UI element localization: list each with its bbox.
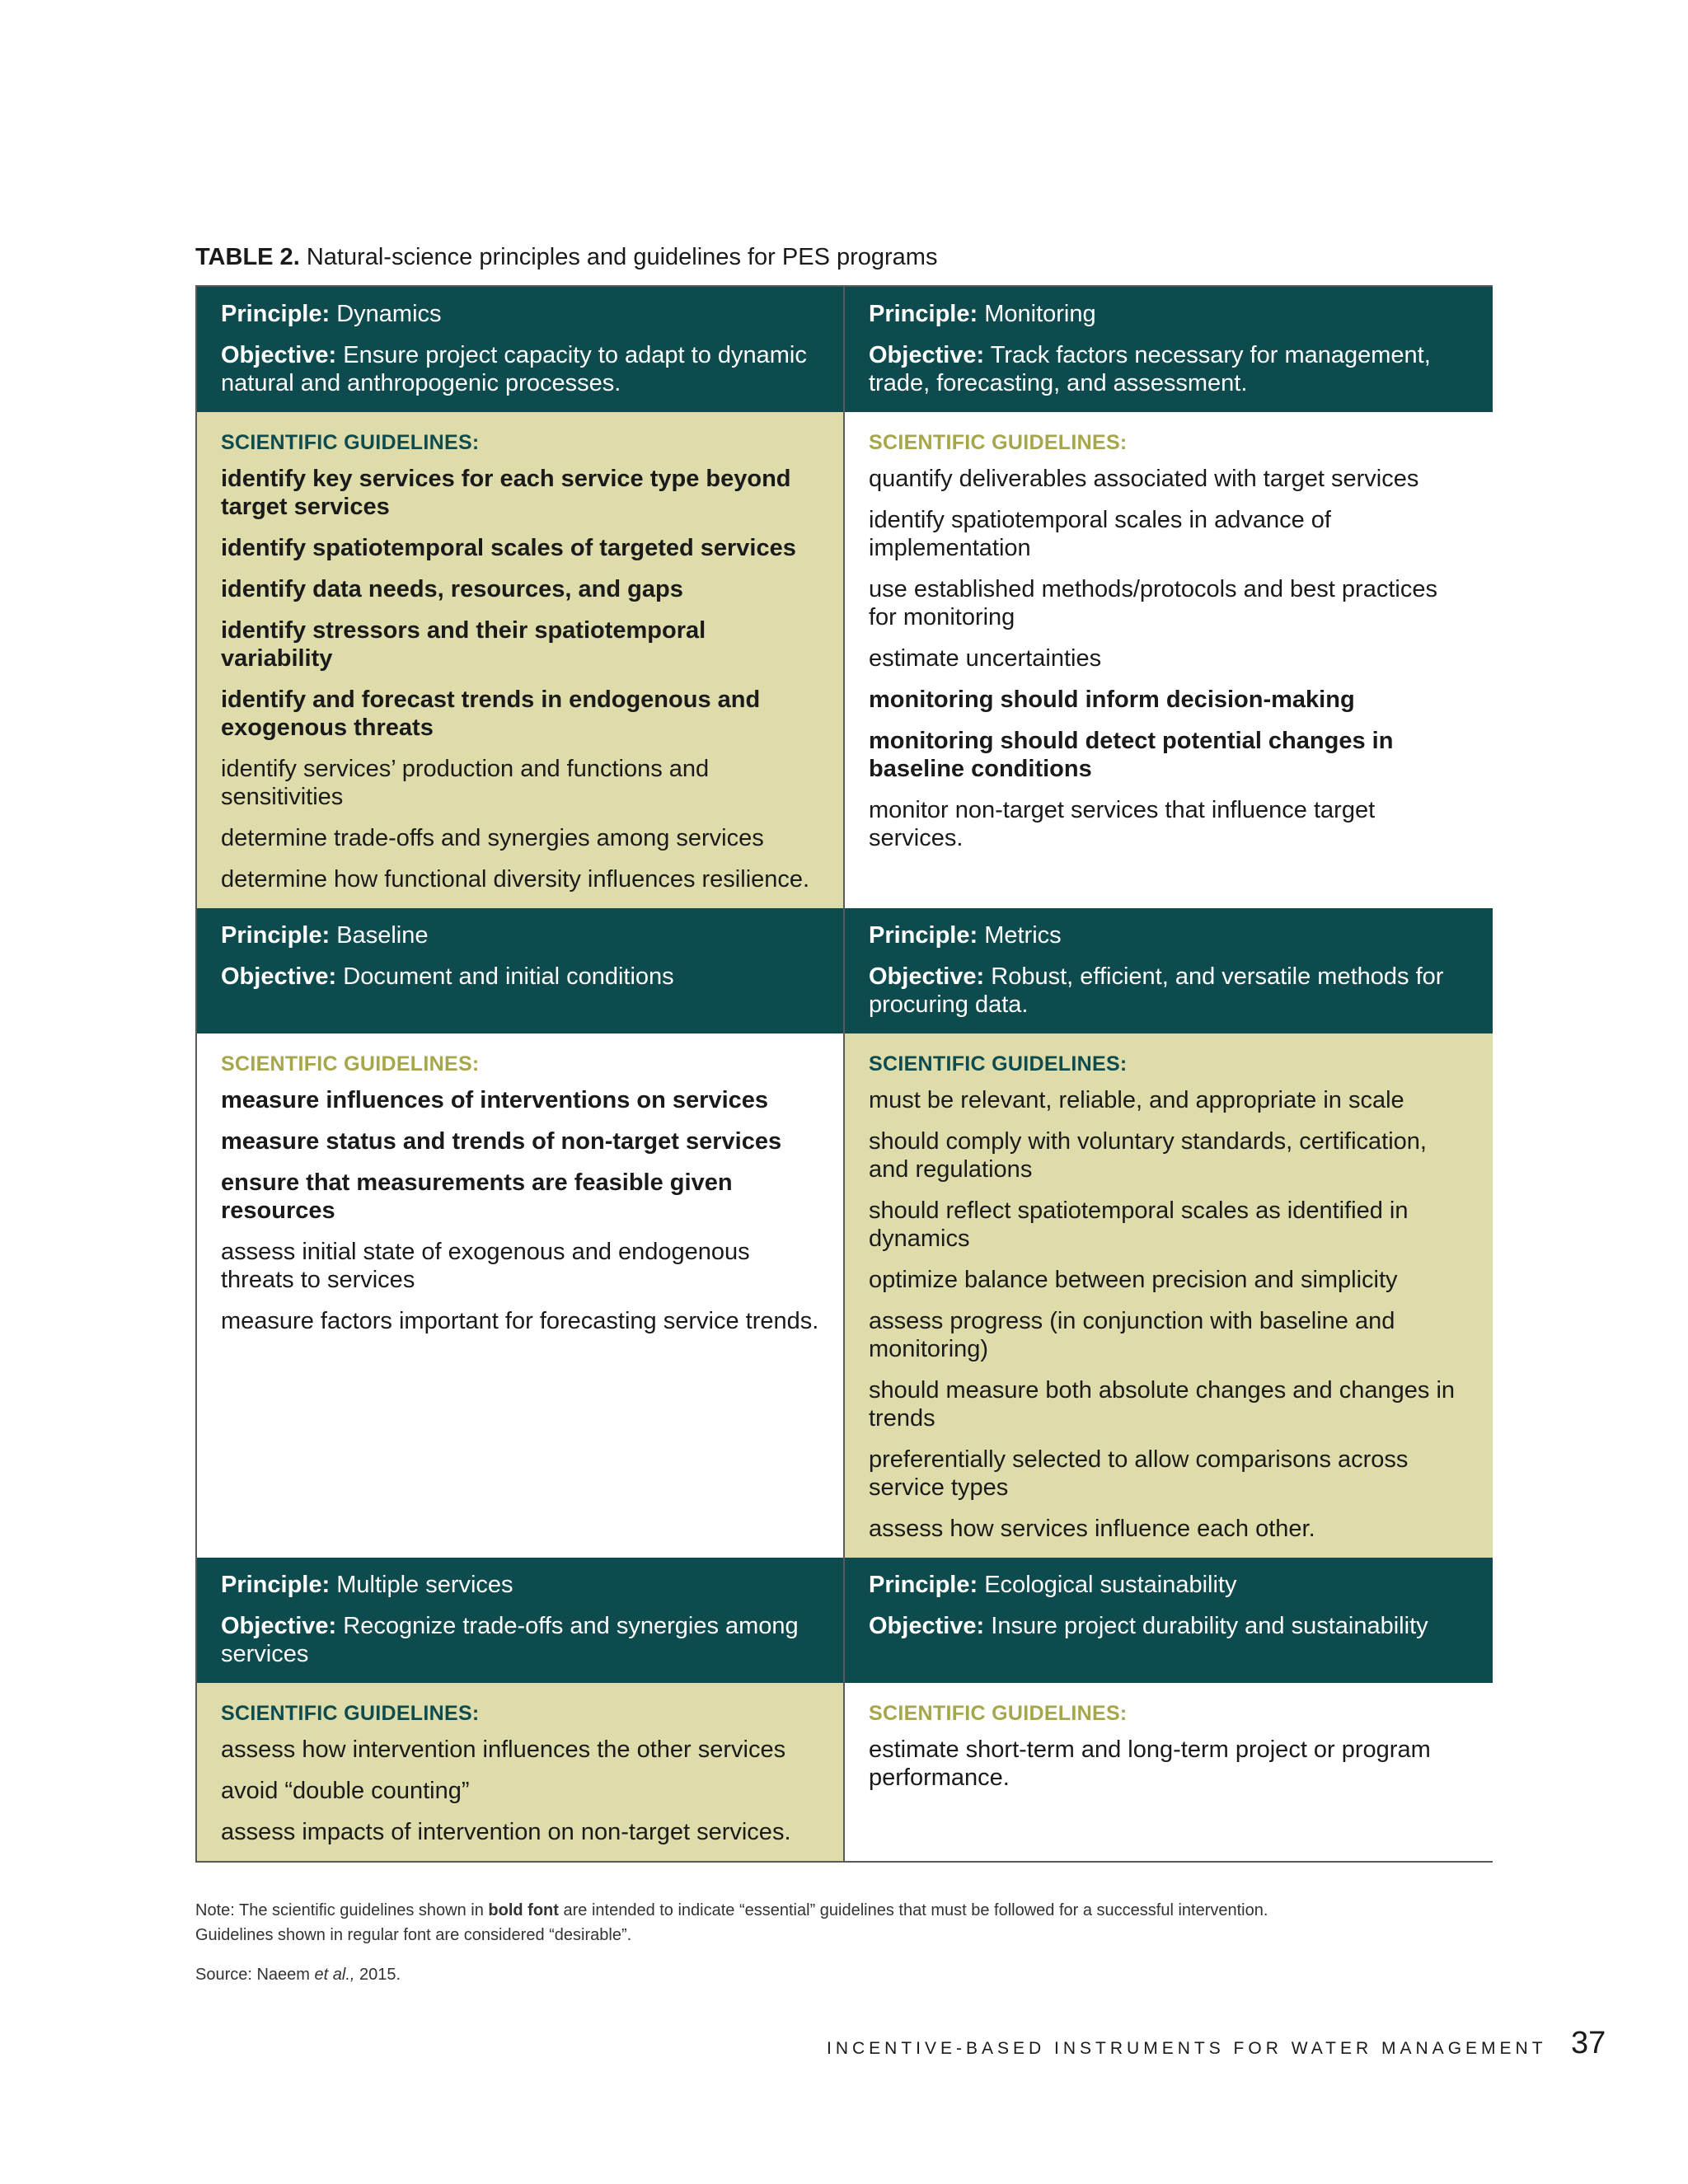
guidelines-title: SCIENTIFIC GUIDELINES: [221,1702,480,1725]
guideline-item: quantify deliverables associated with target services [869,466,1419,492]
note-bold-term: bold font [488,1901,559,1919]
guideline-item: assess initial state of exogenous and endogenous threats to services [221,1239,750,1293]
guideline-item: should measure both absolute changes and changes in trends [869,1377,1456,1432]
guideline-item: estimate short-term and long-term project or program performance. [869,1736,1431,1791]
source-year: 2015. [359,1966,401,1984]
page-number: 37 [1571,2026,1606,2060]
guideline-item: monitor non-target services that influence target services. [869,797,1376,851]
principle-label: Principle: [869,1572,978,1598]
guideline-item: ensure that measurements are feasible given resources [221,1169,733,1224]
table-caption [195,244,937,271]
principle-name: Metrics [984,922,1062,949]
table-notes [195,1898,1514,1987]
objective-label: Objective: [869,1613,985,1639]
guidelines-dynamics [197,412,845,908]
guideline-item: identify spatiotemporal scales in advance of implementation [869,507,1331,561]
objective-text: Insure project durability and sustainability [991,1613,1428,1639]
guideline-item: identify data needs, resources, and gaps [221,576,683,602]
guideline-item: should comply with voluntary standards, certification, and regulations [869,1128,1427,1183]
guideline-item: identify stressors and their spatiotemporal variability [221,617,706,672]
guideline-item: preferentially selected to allow comparisons across service types [869,1446,1409,1501]
guidelines-multiple-services [197,1683,845,1861]
principle-name: Baseline [336,922,429,949]
guidelines-baseline [197,1033,845,1558]
guideline-item: assess progress (in conjunction with baseline and monitoring) [869,1308,1395,1362]
principle-header-baseline [197,908,845,1033]
guideline-item: monitoring should inform decision-making [869,687,1355,713]
principle-name: Dynamics [336,301,442,327]
note-line-1 [195,1898,1514,1923]
guideline-item: use established methods/protocols and best practices for monitoring [869,576,1437,630]
source-prefix: Source: Naeem [195,1966,310,1984]
principle-name: Monitoring [984,301,1096,327]
guideline-item: measure status and trends of non-target services [221,1128,782,1155]
principle-label: Principle: [869,301,978,327]
guidelines-title: SCIENTIFIC GUIDELINES: [221,431,480,454]
guidelines-ecological-sustainability [845,1683,1493,1861]
guideline-item: assess how services influence each other. [869,1516,1315,1542]
objective-label: Objective: [221,963,337,990]
guidelines-title: SCIENTIFIC GUIDELINES: [869,1702,1128,1725]
table-caption-label: TABLE 2. [195,244,300,270]
guideline-item: assess how intervention influences the other services [221,1736,786,1763]
guideline-item: should reflect spatiotemporal scales as identified in dynamics [869,1197,1409,1252]
note-line-2: Guidelines shown in regular font are considered “desirable”. [195,1926,632,1944]
guideline-item: estimate uncertainties [869,645,1102,672]
table-caption-title: Natural-science principles and guidelines for PES programs [306,244,938,270]
guideline-item: identify and forecast trends in endogenous and exogenous threats [221,687,761,741]
guidelines-title: SCIENTIFIC GUIDELINES: [869,1052,1128,1076]
objective-text: Ensure project capacity to adapt to dynamic natural and anthropogenic processes. [221,342,807,396]
guidelines-title: SCIENTIFIC GUIDELINES: [221,1052,480,1076]
principle-label: Principle: [221,1572,331,1598]
objective-text: Track factors necessary for management, trade, forecasting, and assessment. [869,342,1431,396]
principle-name: Multiple services [336,1572,513,1598]
principle-header-multiple-services [197,1558,845,1683]
objective-text: Robust, efficient, and versatile methods for procuring data. [869,963,1444,1018]
note-suffix: are intended to indicate “essential” guidelines that must be followed for a successful intervention. [563,1901,1268,1919]
principle-header-dynamics [197,287,845,412]
guideline-item: identify services’ production and functions and sensitivities [221,756,710,810]
guideline-item: measure factors important for forecasting service trends. [221,1308,819,1334]
objective-label: Objective: [869,963,985,990]
principle-header-metrics [845,908,1493,1033]
guideline-item: measure influences of interventions on services [221,1087,769,1113]
objective-label: Objective: [221,1613,337,1639]
objective-text: Document and initial conditions [343,963,674,990]
principle-label: Principle: [869,922,978,949]
guideline-item: avoid “double counting” [221,1778,470,1804]
note-prefix: Note: The scientific guidelines shown in [195,1901,484,1919]
objective-label: Objective: [869,342,985,368]
guideline-item: assess impacts of intervention on non-target services. [221,1819,791,1845]
guidelines-metrics [845,1033,1493,1558]
objective-label: Objective: [221,342,337,368]
principle-name: Ecological sustainability [984,1572,1237,1598]
guideline-item: monitoring should detect potential changes in baseline conditions [869,728,1394,782]
guideline-item: optimize balance between precision and simplicity [869,1267,1398,1293]
objective-text: Recognize trade-offs and synergies among services [221,1613,799,1667]
source-citation [195,1962,1514,1987]
guideline-item: determine how functional diversity influences resilience. [221,866,810,893]
principle-header-ecological-sustainability [845,1558,1493,1683]
guideline-item: determine trade-offs and synergies among services [221,825,764,851]
principle-header-monitoring [845,287,1493,412]
principles-table [195,285,1493,1863]
principle-label: Principle: [221,301,331,327]
running-footer: INCENTIVE-BASED INSTRUMENTS FOR WATER MANAGEMENT [827,2039,1547,2058]
source-italic: et al., [314,1966,355,1984]
guideline-item: identify key services for each service type beyond target services [221,466,791,520]
principle-label: Principle: [221,922,331,949]
guidelines-title: SCIENTIFIC GUIDELINES: [869,431,1128,454]
guidelines-monitoring [845,412,1493,908]
guideline-item: identify spatiotemporal scales of targeted services [221,535,796,561]
guideline-item: must be relevant, reliable, and appropriate in scale [869,1087,1404,1113]
